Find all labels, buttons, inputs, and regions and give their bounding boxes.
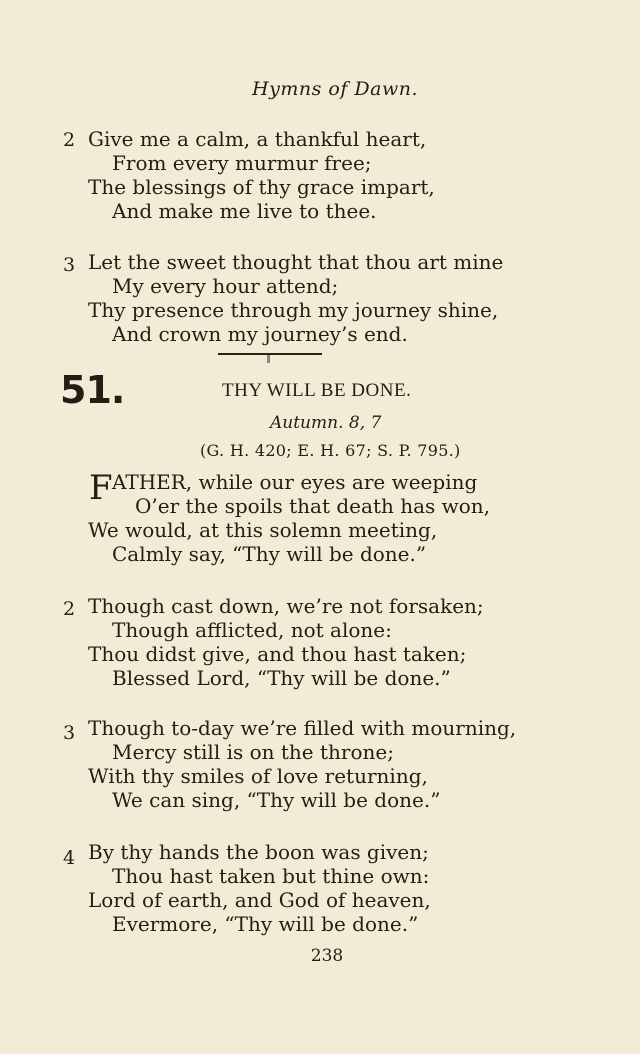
verse-line: From every murmur free; [112, 151, 372, 175]
verse-line: Mercy still is on the throne; [112, 740, 394, 764]
verse-line: My every hour attend; [112, 274, 339, 298]
stanza-number: 3 [63, 254, 76, 276]
stanza-number: 2 [63, 129, 76, 151]
divider-ornament [267, 355, 270, 363]
stanza-number: 3 [63, 722, 76, 744]
verse-line: Thy presence through my journey shine, [88, 298, 499, 322]
running-header: Hymns of Dawn. [252, 78, 418, 100]
page-number: 238 [310, 946, 344, 966]
verse-line: Let the sweet thought that thou art mine [88, 250, 504, 274]
hymn-references: (G. H. 420; E. H. 67; S. P. 795.) [200, 441, 461, 460]
verse-line: ATHER, while our eyes are weeping [112, 470, 478, 494]
hymn-divider [218, 353, 322, 355]
verse-line: With thy smiles of love returning, [88, 764, 428, 788]
verse-line: Give me a calm, a thankful heart, [88, 127, 427, 151]
verse-line: And make me live to thee. [112, 199, 377, 223]
verse-line: Though cast down, we’re not forsaken; [88, 594, 484, 618]
verse-line: By thy hands the boon was given; [88, 840, 429, 864]
drop-cap: F [89, 468, 113, 508]
stanza-number: 4 [63, 847, 76, 869]
hymn-number: 51. [60, 368, 125, 412]
verse-line: Lord of earth, and God of heaven, [88, 888, 431, 912]
tune-name: Autumn. 8, 7 [270, 413, 382, 433]
verse-line: Thou didst give, and thou hast taken; [88, 642, 467, 666]
verse-line: We can sing, “Thy will be done.” [112, 788, 441, 812]
verse-line: And crown my journey’s end. [112, 322, 408, 346]
verse-line: Though afflicted, not alone: [112, 618, 392, 642]
stanza-number: 2 [63, 598, 76, 620]
verse-line: Calmly say, “Thy will be done.” [112, 542, 427, 566]
verse-line: The blessings of thy grace impart, [88, 175, 435, 199]
verse-line: We would, at this solemn meeting, [88, 518, 438, 542]
verse-line: Though to-day we’re filled with mourning, [88, 716, 517, 740]
verse-line: Evermore, “Thy will be done.” [112, 912, 419, 936]
hymn-title: THY WILL BE DONE. [222, 380, 412, 401]
verse-line: O’er the spoils that death has won, [135, 494, 491, 518]
verse-line: Thou hast taken but thine own: [112, 864, 430, 888]
verse-line: Blessed Lord, “Thy will be done.” [112, 666, 451, 690]
